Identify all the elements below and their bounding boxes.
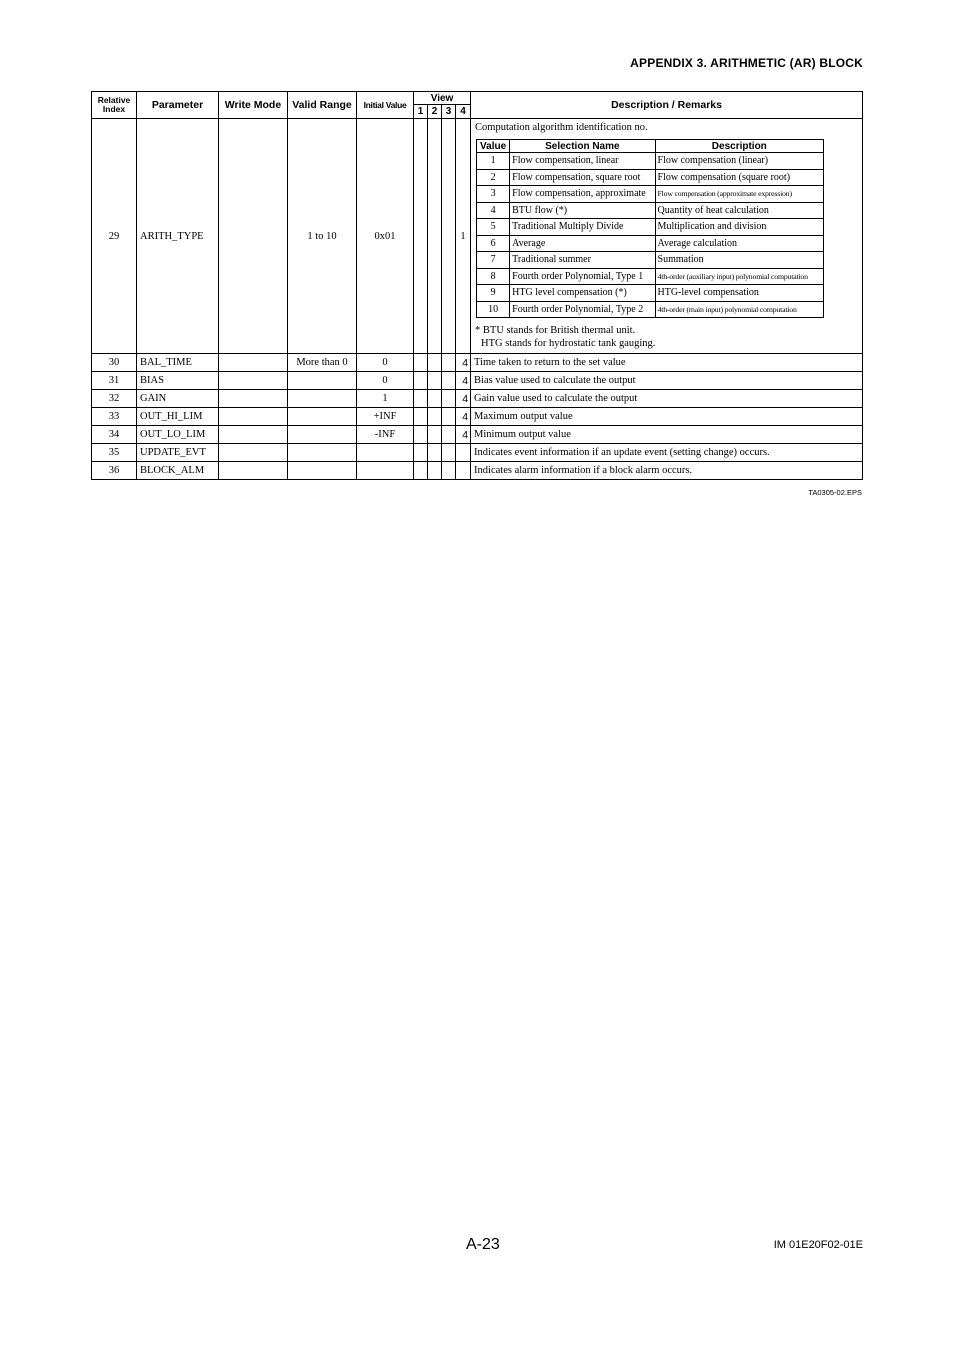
arith-description-text: Computation algorithm identification no. [475,122,648,133]
cell-view-1 [414,119,428,354]
cell-view-2 [428,462,442,480]
col-header-description: Description / Remarks [471,92,863,119]
cell-view-4: 4 [456,390,471,408]
cell-parameter: UPDATE_EVT [137,444,219,462]
cell-parameter: GAIN [137,390,219,408]
cell-valid-range [288,408,357,426]
cell-write-mode [219,372,288,390]
cell-view-2 [428,426,442,444]
col-header-write-mode: Write Mode [219,92,288,119]
cell-description: Minimum output value [471,426,863,444]
page-header-title: APPENDIX 3. ARITHMETIC (AR) BLOCK [630,56,863,70]
inner-cell-selection-name: Average [510,235,655,252]
inner-cell-selection-name: Fourth order Polynomial, Type 1 [510,268,655,285]
cell-view-1 [414,354,428,372]
col-header-parameter: Parameter [137,92,219,119]
cell-initial-value: +INF [357,408,414,426]
cell-index: 29 [92,119,137,354]
cell-view-2 [428,408,442,426]
inner-header-value: Value [477,140,510,153]
inner-row [477,235,824,252]
cell-view-3 [442,372,456,390]
cell-view-1 [414,372,428,390]
cell-view-2 [428,354,442,372]
inner-row [477,268,824,285]
document-id: IM 01E20F02-01E [773,1239,863,1251]
inner-row [477,169,824,186]
cell-valid-range [288,372,357,390]
inner-cell-description: 4th-order (auxiliary input) polynomial computation [655,268,824,285]
inner-cell-value: 5 [477,219,510,236]
cell-view-4 [456,462,471,480]
cell-view-2 [428,444,442,462]
cell-index: 36 [92,462,137,480]
cell-view-3 [442,119,456,354]
cell-write-mode [219,408,288,426]
page-number: A-23 [466,1236,500,1253]
cell-parameter: ARITH_TYPE [137,119,219,354]
cell-view-1 [414,426,428,444]
cell-view-1 [414,390,428,408]
cell-view-1 [414,408,428,426]
cell-initial-value: 0x01 [357,119,414,354]
cell-initial-value: 0 [357,354,414,372]
inner-row [477,186,824,203]
cell-valid-range: More than 0 [288,354,357,372]
cell-parameter: BLOCK_ALM [137,462,219,480]
inner-cell-description: Flow compensation (linear) [655,153,824,170]
cell-valid-range [288,462,357,480]
cell-index: 31 [92,372,137,390]
inner-cell-value: 4 [477,202,510,219]
table-row [92,408,863,426]
cell-write-mode [219,444,288,462]
cell-initial-value: -INF [357,426,414,444]
col-header-view: View [414,92,471,105]
inner-row [477,153,824,170]
cell-view-3 [442,408,456,426]
cell-index: 35 [92,444,137,462]
inner-row [477,202,824,219]
cell-write-mode [219,390,288,408]
cell-parameter: OUT_LO_LIM [137,426,219,444]
col-header-view-3: 3 [442,105,456,119]
inner-cell-description: Flow compensation (approximate expression) [655,186,824,203]
inner-cell-value: 7 [477,252,510,269]
cell-view-3 [442,462,456,480]
cell-parameter: BIAS [137,372,219,390]
cell-parameter: BAL_TIME [137,354,219,372]
inner-cell-description: Flow compensation (square root) [655,169,824,186]
inner-cell-description: Average calculation [655,235,824,252]
inner-header-description: Description [655,140,824,153]
inner-cell-selection-name: BTU flow (*) [510,202,655,219]
inner-cell-value: 6 [477,235,510,252]
inner-cell-value: 3 [477,186,510,203]
table-row [92,390,863,408]
col-header-view-4: 4 [456,105,471,119]
cell-initial-value [357,444,414,462]
cell-write-mode [219,354,288,372]
inner-cell-selection-name: Flow compensation, square root [510,169,655,186]
inner-cell-value: 2 [477,169,510,186]
cell-description: Time taken to return to the set value [471,354,863,372]
cell-description: Bias value used to calculate the output [471,372,863,390]
cell-description: Indicates alarm information if a block alarm occurs. [471,462,863,480]
cell-view-3 [442,390,456,408]
inner-cell-description: HTG-level compensation [655,285,824,302]
cell-view-4: 4 [456,426,471,444]
cell-index: 34 [92,426,137,444]
cell-view-4: 4 [456,354,471,372]
inner-cell-selection-name: Flow compensation, linear [510,153,655,170]
cell-view-1 [414,444,428,462]
footnote-line-btu: * BTU stands for British thermal unit. [475,325,636,336]
col-header-view-2: 2 [428,105,442,119]
cell-valid-range [288,426,357,444]
inner-header-selection-name: Selection Name [510,140,655,153]
cell-write-mode [219,426,288,444]
cell-description: Gain value used to calculate the output [471,390,863,408]
col-header-initial-value: Initial Value [357,92,414,119]
cell-initial-value: 0 [357,372,414,390]
inner-cell-selection-name: Traditional Multiply Divide [510,219,655,236]
cell-view-2 [428,119,442,354]
footnote-line-htg: HTG stands for hydrostatic tank gauging. [481,338,656,349]
cell-initial-value [357,462,414,480]
inner-cell-selection-name: HTG level compensation (*) [510,285,655,302]
table-row [92,462,863,480]
inner-cell-selection-name: Flow compensation, approximate [510,186,655,203]
inner-cell-value: 10 [477,301,510,318]
arith-type-selection-table [476,139,824,318]
inner-cell-selection-name: Fourth order Polynomial, Type 2 [510,301,655,318]
cell-parameter: OUT_HI_LIM [137,408,219,426]
cell-description [471,119,863,354]
table-row [92,444,863,462]
inner-cell-selection-name: Traditional summer [510,252,655,269]
inner-cell-value: 8 [477,268,510,285]
inner-cell-value: 9 [477,285,510,302]
table-row [92,354,863,372]
col-header-view-1: 1 [414,105,428,119]
cell-view-4 [456,444,471,462]
inner-cell-description: Quantity of heat calculation [655,202,824,219]
inner-row [477,301,824,318]
col-header-relative-index: Relative Index [92,92,137,119]
arith-footnote [475,324,858,350]
cell-view-4: 4 [456,408,471,426]
cell-initial-value: 1 [357,390,414,408]
cell-view-2 [428,372,442,390]
cell-view-3 [442,354,456,372]
cell-view-4: 1 [456,119,471,354]
cell-index: 30 [92,354,137,372]
figure-reference: TA0305-02.EPS [808,488,862,497]
inner-row [477,252,824,269]
table-row-arith-type [92,119,863,354]
table-row [92,372,863,390]
inner-cell-value: 1 [477,153,510,170]
inner-row [477,219,824,236]
cell-view-1 [414,462,428,480]
parameter-table [91,91,863,480]
cell-valid-range [288,390,357,408]
cell-index: 32 [92,390,137,408]
inner-cell-description: Multiplication and division [655,219,824,236]
cell-valid-range: 1 to 10 [288,119,357,354]
cell-index: 33 [92,408,137,426]
cell-view-2 [428,390,442,408]
cell-view-3 [442,444,456,462]
inner-row [477,285,824,302]
cell-view-3 [442,426,456,444]
inner-cell-description: Summation [655,252,824,269]
cell-description: Maximum output value [471,408,863,426]
cell-description: Indicates event information if an update event (setting change) occurs. [471,444,863,462]
cell-write-mode [219,462,288,480]
cell-valid-range [288,444,357,462]
table-row [92,426,863,444]
inner-cell-description: 4th-order (main input) polynomial computation [655,301,824,318]
cell-view-4: 4 [456,372,471,390]
col-header-valid-range: Valid Range [288,92,357,119]
cell-write-mode [219,119,288,354]
